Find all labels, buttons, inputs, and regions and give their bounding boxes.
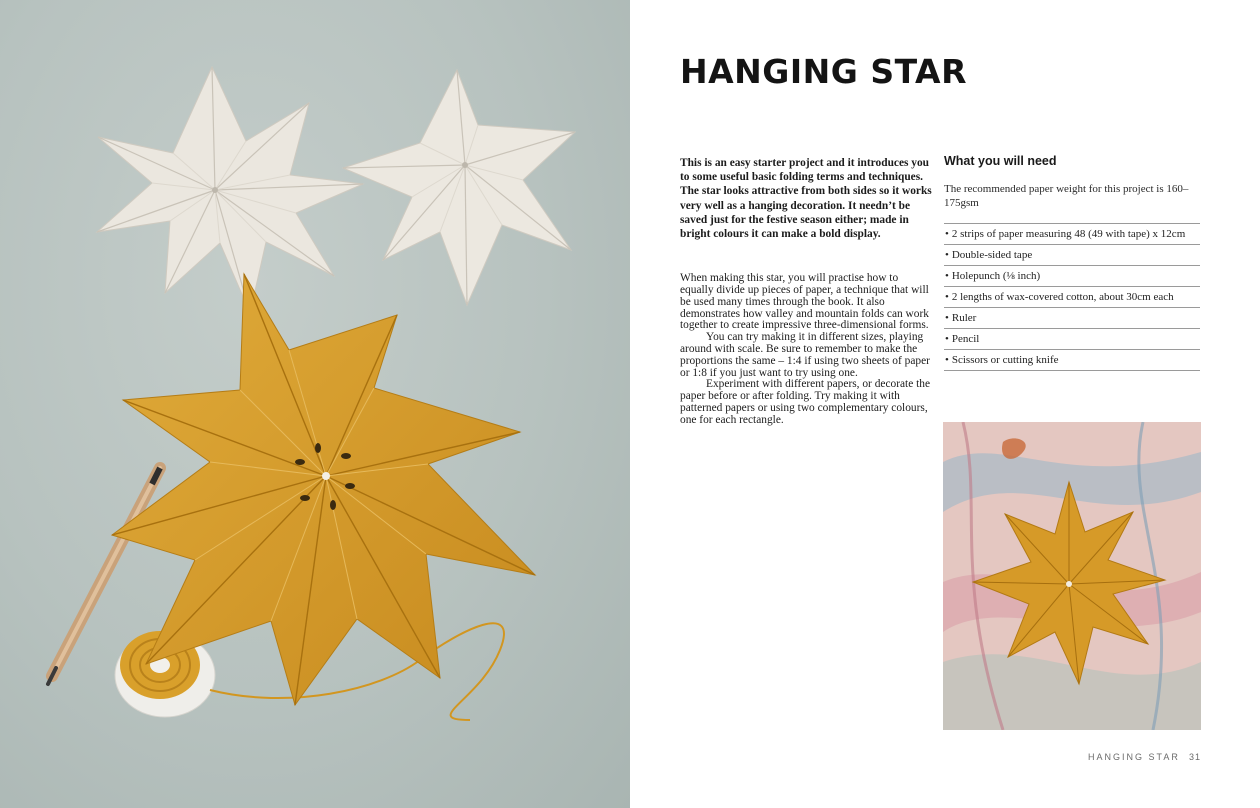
page-number: 31 [1189, 752, 1202, 762]
white-paper-star-1 [97, 67, 363, 313]
body-paragraph-3: Experiment with different papers, or decorate the paper before or after folding. Try making it with patterned papers or using two complementary colours, one for each rectangle. [680, 378, 931, 426]
materials-list-item: • Scissors or cutting knife [944, 350, 1200, 371]
intro-paragraph: This is an easy starter project and it introduces you to some useful basic folding terms and techniques. The star looks attractive from both sides so it works very well as a hanging decoration. It needn’t be saved just for the festive season either; made in bright colours it can make a bold display. [680, 157, 932, 241]
materials-list-item: • 2 lengths of wax-covered cotton, about 30cm each [944, 287, 1200, 308]
mustard-paper-star [112, 274, 535, 705]
body-paragraph-1: When making this star, you will practise how to equally divide up pieces of paper, a technique that will be used many times through the book. It also demonstrates how valley and mountain folds can work together to create impressive three-dimensional forms. [680, 272, 929, 332]
paper-weight-note: The recommended paper weight for this project is 160–175gsm [944, 183, 1189, 209]
materials-list-item: • Pencil [944, 329, 1200, 350]
white-paper-star-2 [343, 70, 575, 305]
materials-heading: What you will need [944, 154, 1057, 168]
running-head: HANGING STAR [1088, 752, 1180, 762]
materials-column [944, 154, 1200, 371]
inset-photo-illustration [943, 422, 1201, 730]
text-page [630, 0, 1260, 808]
materials-list [944, 223, 1200, 371]
materials-list-item: • Holepunch (⅛ inch) [944, 266, 1200, 287]
body-paragraph-2: You can try making it in different sizes, playing around with scale. Be sure to remember to make the proportions the same – 1:4 if using two sheets of paper or 1:8 if you just want to try using one. [680, 331, 930, 379]
materials-list-item: • Double-sided tape [944, 245, 1200, 266]
loose-thread [210, 623, 504, 720]
materials-list-item: • Ruler [944, 308, 1200, 329]
main-text-column [680, 156, 932, 427]
materials-list-item: • 2 strips of paper measuring 48 (49 with tape) x 12cm [944, 224, 1200, 245]
page-title: HANGING STAR [680, 52, 967, 91]
inset-photo [943, 422, 1201, 730]
